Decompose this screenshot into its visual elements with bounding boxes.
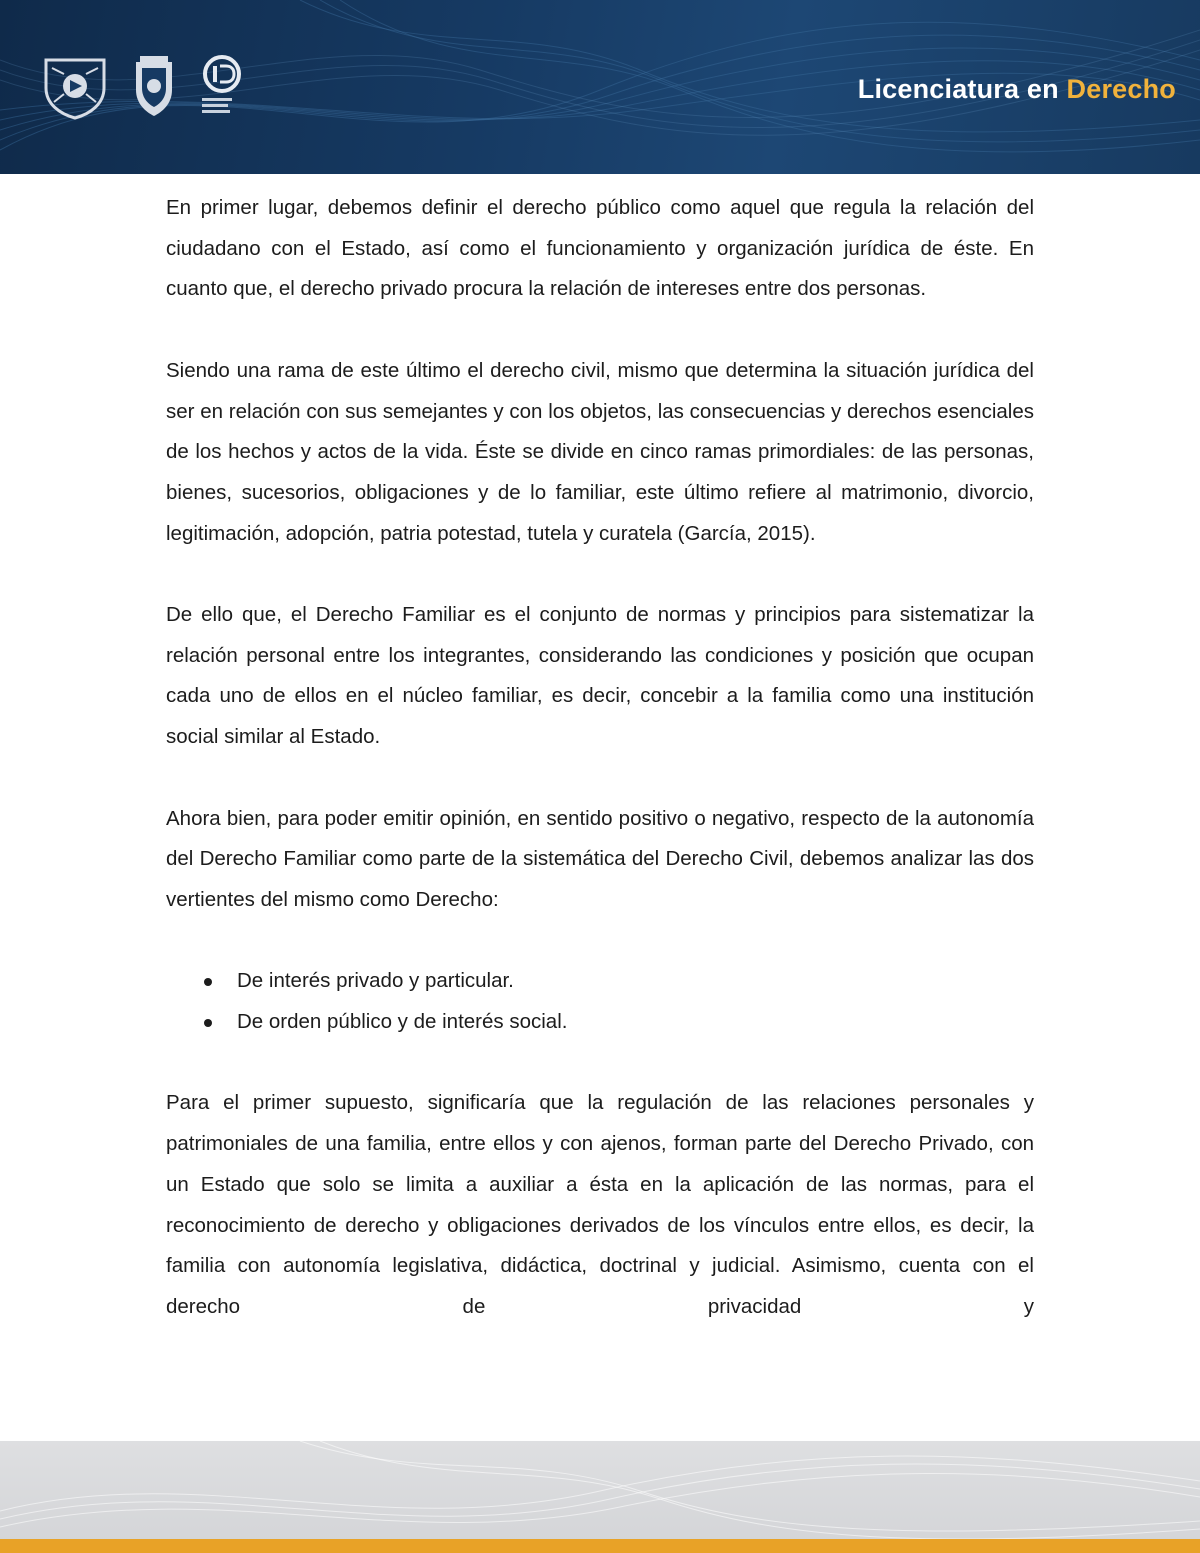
ded-logo	[200, 54, 250, 120]
list-item-text: De orden público y de interés social.	[237, 1010, 568, 1033]
list-item	[237, 961, 1034, 1002]
list-item-text: De interés privado y particular.	[237, 969, 514, 993]
program-title-main: Licenciatura en	[857, 74, 1067, 104]
bullet-icon	[204, 1019, 212, 1027]
paragraph-2: Siendo una rama de este último el derecho civil, mismo que determina la situación jurídica del ser en relación con sus semejantes y con los objetos, las consecuencias y derechos esenciales de los hechos y actos de la vida. Éste se divide en cinco ramas primordiales: de las personas, bienes, sucesorios, obligaciones y de lo familiar, este último refiere al matrimonio, divorcio, legitimación, adopción, patria potestad, tutela y curatela (García, 2015).	[166, 358, 1034, 545]
paragraph-5: Para el primer supuesto, significaría que la regulación de las relaciones personales y patrimoniales de una familia, entre ellos y con ajenos, forman parte del Derecho Privado, con un Estado que solo se limita a auxiliar a ésta en la aplicación de las normas, para el reconocimiento de derecho y obligaciones derivados de los vínculos entre ellos, es decir, la familia con autonomía legislativa, didáctica, doctrinal y judicial. Asimismo, cuenta con el derecho de privacidad y	[166, 1091, 1034, 1318]
document-body	[166, 188, 1034, 1328]
paragraph-4: Ahora bien, para poder emitir opinión, en sentido positivo o negativo, respecto de la autonomía del Derecho Familiar como parte de la sistemática del Derecho Civil, debemos analizar las dos vertientes del mismo como Derecho:	[166, 806, 1034, 911]
program-title	[858, 74, 1176, 105]
bullet-icon	[204, 978, 212, 986]
faculty-shield-logo	[132, 54, 176, 120]
page-footer	[0, 1441, 1200, 1553]
footer-accent-bar	[0, 1539, 1200, 1553]
program-title-accent: Derecho	[1066, 74, 1176, 104]
list-item	[237, 1002, 1034, 1043]
paragraph-3: De ello que, el Derecho Familiar es el conjunto de normas y principios para sistematizar la relación personal entre los integrantes, considerando las condiciones y posición que ocupan cada uno de ellos en el núcleo familiar, es decir, concebir a la familia como una institución social similar al Estado.	[166, 603, 1034, 749]
footer-wave-decoration	[0, 1441, 1200, 1553]
page-header	[0, 0, 1200, 174]
bullet-list	[166, 961, 1034, 1042]
paragraph-1: En primer lugar, debemos definir el derecho público como aquel que regula la relación del ciudadano con el Estado, así como el funcionamiento y organización jurídica de éste. En cuanto que, el derecho privado procura la relación de intereses entre dos personas.	[166, 196, 1034, 301]
unam-shield-logo	[40, 54, 110, 120]
